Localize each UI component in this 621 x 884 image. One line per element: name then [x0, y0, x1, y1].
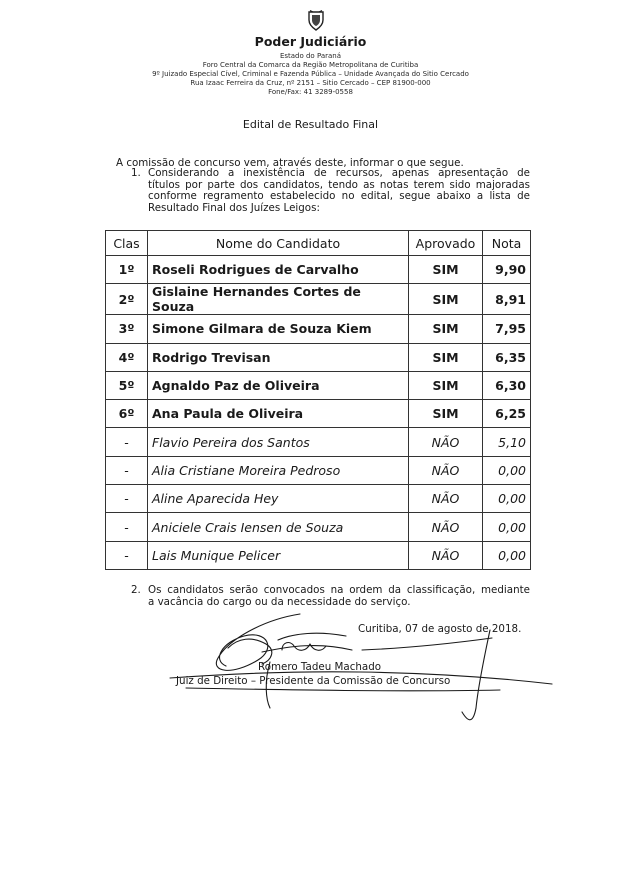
- table-row: [106, 284, 531, 315]
- table-row: [106, 371, 531, 399]
- date-line: Curitiba, 07 de agosto de 2018.: [358, 623, 522, 635]
- cell-nome: Roseli Rodrigues de Carvalho: [148, 256, 409, 284]
- item-2-line: a vacância do cargo ou da necessidade do serviço.: [148, 595, 411, 608]
- header-address: Rua Izaac Ferreira da Cruz, nº 2151 – Sitio Cercado – CEP 81900-000: [190, 79, 431, 87]
- item-1-number: 1.: [131, 167, 141, 179]
- intro-text: A comissão de concurso vem, através deste, informar o que segue.: [116, 157, 464, 169]
- cell-clas: 1º: [106, 256, 148, 284]
- court-title: Poder Judiciário: [254, 34, 367, 49]
- cell-nome: Flavio Pereira dos Santos: [148, 428, 409, 456]
- document-title: Edital de Resultado Final: [242, 118, 379, 131]
- table-row: [106, 485, 531, 513]
- table-header-row: [106, 231, 531, 256]
- cell-nota: 0,00: [483, 485, 531, 513]
- cell-nota: 0,00: [483, 541, 531, 569]
- cell-nota: 7,95: [483, 315, 531, 343]
- cell-nome: Simone Gilmara de Souza Kiem: [148, 315, 409, 343]
- cell-nome: Ana Paula de Oliveira: [148, 400, 409, 428]
- cell-clas: -: [106, 513, 148, 541]
- cell-clas: 4º: [106, 343, 148, 371]
- cell-nota: 6,25: [483, 400, 531, 428]
- cell-aprovado: NÃO: [409, 513, 483, 541]
- item-1-line: títulos por parte dos candidatos, tendo as notas terem sido majoradas: [148, 178, 530, 191]
- cell-aprovado: NÃO: [409, 456, 483, 484]
- cell-clas: 2º: [106, 284, 148, 315]
- cell-clas: 6º: [106, 400, 148, 428]
- cell-aprovado: NÃO: [409, 541, 483, 569]
- cell-aprovado: SIM: [409, 343, 483, 371]
- cell-nota: 8,91: [483, 284, 531, 315]
- table-row: [106, 343, 531, 371]
- cell-nome: Aniciele Crais Iensen de Souza: [148, 513, 409, 541]
- table-row: [106, 428, 531, 456]
- cell-clas: 5º: [106, 371, 148, 399]
- cell-nota: 5,10: [483, 428, 531, 456]
- cell-aprovado: SIM: [409, 284, 483, 315]
- cell-clas: -: [106, 485, 148, 513]
- cell-nome: Aline Aparecida Hey: [148, 485, 409, 513]
- table-row: [106, 456, 531, 484]
- table-row: [106, 400, 531, 428]
- cell-nota: 6,30: [483, 371, 531, 399]
- header-state: Estado do Paraná: [279, 52, 342, 60]
- header-court-unit: 9º Juizado Especial Cível, Criminal e Fazenda Pública – Unidade Avançada do Sitio Cercado: [152, 70, 469, 78]
- item-1-line: Considerando a inexistência de recursos, apenas apresentação de: [148, 167, 530, 179]
- cell-nome: Rodrigo Trevisan: [148, 343, 409, 371]
- cell-nota: 9,90: [483, 256, 531, 284]
- item-1: [131, 168, 530, 214]
- cell-nota: 0,00: [483, 513, 531, 541]
- cell-clas: -: [106, 456, 148, 484]
- cell-clas: 3º: [106, 315, 148, 343]
- cell-aprovado: SIM: [409, 315, 483, 343]
- item-2: [131, 585, 530, 608]
- cell-nota: 6,35: [483, 343, 531, 371]
- table-row: [106, 256, 531, 284]
- cell-aprovado: NÃO: [409, 428, 483, 456]
- signatory-name: Romero Tadeu Machado: [258, 661, 382, 673]
- header-nota: Nota: [483, 231, 531, 256]
- header-clas: Clas: [106, 231, 148, 256]
- signatory-role: Juiz de Direito – Presidente da Comissão de Concurso: [176, 675, 451, 687]
- item-1-line: conforme regramento estabelecido no edital, segue abaixo a lista de: [148, 190, 530, 202]
- cell-clas: -: [106, 428, 148, 456]
- cell-nota: 0,00: [483, 456, 531, 484]
- item-2-number: 2.: [131, 584, 141, 596]
- header-forum: Foro Central da Comarca da Região Metropolitana de Curitiba: [202, 61, 419, 69]
- cell-aprovado: SIM: [409, 371, 483, 399]
- coat-of-arms-icon: [307, 9, 325, 31]
- table-row: [106, 541, 531, 569]
- header-nome: Nome do Candidato: [148, 231, 409, 256]
- header-aprovado: Aprovado: [409, 231, 483, 256]
- cell-aprovado: NÃO: [409, 485, 483, 513]
- table-row: [106, 513, 531, 541]
- cell-nome: Lais Munique Pelicer: [148, 541, 409, 569]
- header-phone: Fone/Fax: 41 3289-0558: [268, 88, 353, 96]
- item-1-line: Resultado Final dos Juízes Leigos:: [148, 201, 320, 214]
- cell-nome: Alia Cristiane Moreira Pedroso: [148, 456, 409, 484]
- cell-aprovado: SIM: [409, 400, 483, 428]
- cell-nome: Agnaldo Paz de Oliveira: [148, 371, 409, 399]
- results-table: [105, 230, 531, 570]
- cell-aprovado: SIM: [409, 256, 483, 284]
- item-2-line: Os candidatos serão convocados na ordem da classificação, mediante: [148, 584, 530, 596]
- table-row: [106, 315, 531, 343]
- cell-nome: Gislaine Hernandes Cortes de Souza: [148, 284, 409, 315]
- cell-clas: -: [106, 541, 148, 569]
